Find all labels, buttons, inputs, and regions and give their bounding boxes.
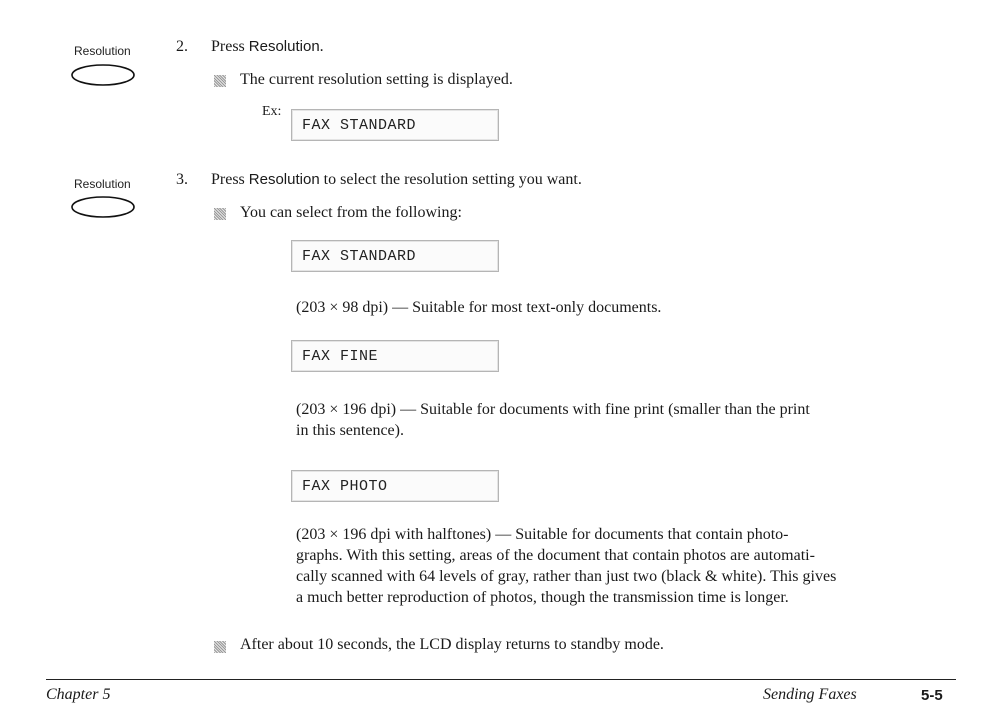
lcd-display	[291, 470, 499, 502]
description-line: a much better reproduction of photos, though the transmission time is longer.	[296, 589, 789, 606]
lcd-display	[291, 109, 499, 141]
bullet-icon	[214, 208, 226, 220]
step-text-lead: Press	[211, 171, 249, 188]
step-instruction	[211, 171, 582, 189]
option-description	[296, 524, 836, 608]
description-line: cally scanned with 64 levels of gray, rather than just two (black & white). This gives	[296, 568, 837, 585]
example-prefix: Ex:	[262, 104, 282, 119]
bullet-text: After about 10 seconds, the LCD display returns to standby mode.	[240, 636, 664, 653]
step-text-lead: Press	[211, 38, 249, 55]
footer-rule	[46, 679, 956, 680]
footer-section: Sending Faxes	[763, 686, 857, 703]
resolution-button-label: Resolution	[74, 177, 131, 191]
description-line: in this sentence).	[296, 422, 404, 439]
key-name: Resolution	[248, 171, 320, 188]
description-line: (203 × 98 dpi) — Suitable for most text-only documents.	[296, 299, 662, 316]
bullet-text: The current resolution setting is displayed.	[240, 71, 513, 88]
bullet-icon	[214, 641, 226, 653]
lcd-display	[291, 340, 499, 372]
description-line: (203 × 196 dpi with halftones) — Suitable for documents that contain photo-	[296, 526, 789, 543]
lcd-text: FAX STANDARD	[302, 117, 417, 134]
description-line: graphs. With this setting, areas of the document that contain photos are automati-	[296, 547, 815, 564]
option-description	[296, 399, 810, 441]
bullet-text: You can select from the following:	[240, 204, 462, 221]
lcd-text: FAX PHOTO	[302, 478, 388, 495]
lcd-text: FAX STANDARD	[302, 248, 417, 265]
bullet-icon	[214, 75, 226, 87]
description-line: (203 × 196 dpi) — Suitable for documents with fine print (smaller than the print	[296, 401, 810, 418]
step-text-trail: to select the resolution setting you want.	[319, 171, 582, 188]
step-number: 2.	[176, 38, 188, 55]
option-description	[296, 297, 661, 318]
lcd-display	[291, 240, 499, 272]
step-text-trail: .	[319, 38, 324, 55]
resolution-button-label: Resolution	[74, 44, 131, 58]
key-name: Resolution	[248, 38, 320, 55]
lcd-text: FAX FINE	[302, 348, 379, 365]
resolution-button-icon	[70, 194, 136, 220]
resolution-button-icon	[70, 62, 136, 88]
footer-chapter: Chapter 5	[46, 686, 111, 703]
page-number: 5-5	[921, 687, 943, 704]
step-instruction	[211, 38, 324, 56]
step-number: 3.	[176, 171, 188, 188]
